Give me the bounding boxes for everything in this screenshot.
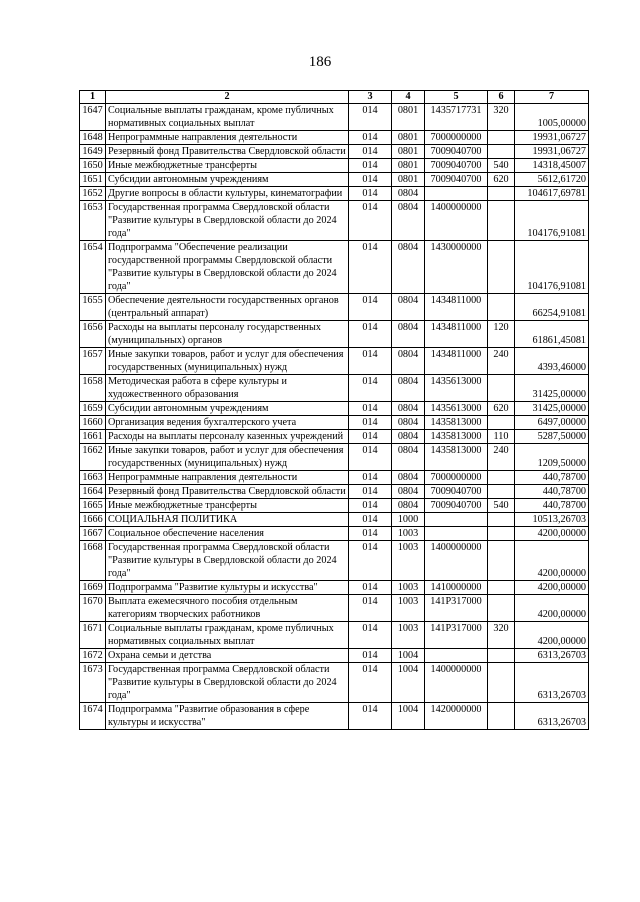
row-section-code: 0804 bbox=[392, 485, 425, 499]
row-amount: 1209,50000 bbox=[515, 444, 589, 471]
row-number: 1674 bbox=[80, 703, 106, 730]
row-ministry-code: 014 bbox=[349, 187, 392, 201]
row-ministry-code: 014 bbox=[349, 294, 392, 321]
row-amount: 19931,06727 bbox=[515, 145, 589, 159]
row-name: Субсидии автономным учреждениям bbox=[106, 173, 349, 187]
row-amount: 4200,00000 bbox=[515, 581, 589, 595]
table-row bbox=[80, 241, 589, 294]
row-ministry-code: 014 bbox=[349, 201, 392, 241]
row-number: 1665 bbox=[80, 499, 106, 513]
row-ministry-code: 014 bbox=[349, 663, 392, 703]
row-section-code: 0804 bbox=[392, 402, 425, 416]
table-row bbox=[80, 663, 589, 703]
row-section-code: 0801 bbox=[392, 145, 425, 159]
row-section-code: 1000 bbox=[392, 513, 425, 527]
row-amount: 104617,69781 bbox=[515, 187, 589, 201]
row-section-code: 0801 bbox=[392, 104, 425, 131]
row-number: 1671 bbox=[80, 622, 106, 649]
row-target-code: 7000000000 bbox=[425, 131, 488, 145]
row-amount: 4393,46000 bbox=[515, 348, 589, 375]
row-expense-type bbox=[488, 581, 515, 595]
row-section-code: 0804 bbox=[392, 375, 425, 402]
row-number: 1651 bbox=[80, 173, 106, 187]
row-number: 1647 bbox=[80, 104, 106, 131]
table-row bbox=[80, 416, 589, 430]
page-number: 186 bbox=[308, 54, 332, 70]
row-name: Иные межбюджетные трансферты bbox=[106, 159, 349, 173]
table-row bbox=[80, 485, 589, 499]
row-section-code: 0801 bbox=[392, 173, 425, 187]
row-expense-type bbox=[488, 485, 515, 499]
row-number: 1668 bbox=[80, 541, 106, 581]
row-number: 1667 bbox=[80, 527, 106, 541]
header-col-4: 4 bbox=[392, 91, 425, 104]
row-section-code: 0801 bbox=[392, 131, 425, 145]
row-name: Государственная программа Свердловской области "Развитие культуры в Свердловской области до 2024 года" bbox=[106, 663, 349, 703]
row-target-code: 1400000000 bbox=[425, 663, 488, 703]
row-target-code: 1435813000 bbox=[425, 430, 488, 444]
row-number: 1652 bbox=[80, 187, 106, 201]
row-name: Расходы на выплаты персоналу казенных учреждений bbox=[106, 430, 349, 444]
row-section-code: 1003 bbox=[392, 595, 425, 622]
table-row bbox=[80, 187, 589, 201]
row-ministry-code: 014 bbox=[349, 527, 392, 541]
table-row bbox=[80, 104, 589, 131]
row-expense-type bbox=[488, 663, 515, 703]
header-col-7: 7 bbox=[515, 91, 589, 104]
row-ministry-code: 014 bbox=[349, 595, 392, 622]
row-name: Иные закупки товаров, работ и услуг для обеспечения государственных (муниципальных) нужд bbox=[106, 444, 349, 471]
row-name: Методическая работа в сфере культуры и художественного образования bbox=[106, 375, 349, 402]
row-target-code bbox=[425, 649, 488, 663]
row-number: 1660 bbox=[80, 416, 106, 430]
row-expense-type: 320 bbox=[488, 104, 515, 131]
row-amount: 4200,00000 bbox=[515, 622, 589, 649]
row-section-code: 1003 bbox=[392, 541, 425, 581]
row-number: 1666 bbox=[80, 513, 106, 527]
row-amount: 6313,26703 bbox=[515, 703, 589, 730]
row-ministry-code: 014 bbox=[349, 145, 392, 159]
row-section-code: 0804 bbox=[392, 201, 425, 241]
row-amount: 104176,91081 bbox=[515, 201, 589, 241]
row-target-code: 1435813000 bbox=[425, 416, 488, 430]
row-section-code: 0804 bbox=[392, 471, 425, 485]
row-section-code: 0801 bbox=[392, 159, 425, 173]
row-amount: 66254,91081 bbox=[515, 294, 589, 321]
row-name: Охрана семьи и детства bbox=[106, 649, 349, 663]
row-amount: 4200,00000 bbox=[515, 541, 589, 581]
row-target-code: 7009040700 bbox=[425, 173, 488, 187]
row-name: Организация ведения бухгалтерского учета bbox=[106, 416, 349, 430]
row-number: 1648 bbox=[80, 131, 106, 145]
header-col-5: 5 bbox=[425, 91, 488, 104]
budget-table bbox=[79, 90, 589, 730]
row-expense-type bbox=[488, 595, 515, 622]
row-ministry-code: 014 bbox=[349, 402, 392, 416]
row-expense-type bbox=[488, 201, 515, 241]
row-number: 1654 bbox=[80, 241, 106, 294]
table-row bbox=[80, 444, 589, 471]
row-name: СОЦИАЛЬНАЯ ПОЛИТИКА bbox=[106, 513, 349, 527]
table-row bbox=[80, 649, 589, 663]
row-name: Непрограммные направления деятельности bbox=[106, 471, 349, 485]
row-name: Резервный фонд Правительства Свердловской области bbox=[106, 145, 349, 159]
row-ministry-code: 014 bbox=[349, 649, 392, 663]
row-section-code: 0804 bbox=[392, 348, 425, 375]
row-name: Непрограммные направления деятельности bbox=[106, 131, 349, 145]
row-name: Субсидии автономным учреждениям bbox=[106, 402, 349, 416]
row-name: Выплата ежемесячного пособия отдельным категориям творческих работников bbox=[106, 595, 349, 622]
row-target-code: 7000000000 bbox=[425, 471, 488, 485]
row-ministry-code: 014 bbox=[349, 375, 392, 402]
row-target-code: 1435613000 bbox=[425, 375, 488, 402]
header-col-3: 3 bbox=[349, 91, 392, 104]
row-expense-type: 240 bbox=[488, 348, 515, 375]
row-target-code bbox=[425, 527, 488, 541]
row-name: Подпрограмма "Развитие культуры и искусства" bbox=[106, 581, 349, 595]
row-name: Государственная программа Свердловской области "Развитие культуры в Свердловской области до 2024 года" bbox=[106, 541, 349, 581]
row-expense-type: 540 bbox=[488, 499, 515, 513]
row-section-code: 0804 bbox=[392, 444, 425, 471]
row-expense-type bbox=[488, 187, 515, 201]
table-row bbox=[80, 145, 589, 159]
table-row bbox=[80, 581, 589, 595]
row-ministry-code: 014 bbox=[349, 159, 392, 173]
row-section-code: 1003 bbox=[392, 622, 425, 649]
row-amount: 104176,91081 bbox=[515, 241, 589, 294]
row-number: 1653 bbox=[80, 201, 106, 241]
row-expense-type: 240 bbox=[488, 444, 515, 471]
table-row bbox=[80, 541, 589, 581]
row-expense-type bbox=[488, 541, 515, 581]
row-ministry-code: 014 bbox=[349, 471, 392, 485]
row-ministry-code: 014 bbox=[349, 444, 392, 471]
row-section-code: 1003 bbox=[392, 581, 425, 595]
row-amount: 1005,00000 bbox=[515, 104, 589, 131]
row-expense-type bbox=[488, 416, 515, 430]
table-row bbox=[80, 527, 589, 541]
row-expense-type: 620 bbox=[488, 402, 515, 416]
row-target-code: 1434811000 bbox=[425, 294, 488, 321]
row-number: 1664 bbox=[80, 485, 106, 499]
row-number: 1672 bbox=[80, 649, 106, 663]
row-amount: 6497,00000 bbox=[515, 416, 589, 430]
row-section-code: 1004 bbox=[392, 649, 425, 663]
table-row bbox=[80, 471, 589, 485]
row-expense-type bbox=[488, 131, 515, 145]
row-target-code: 1435717731 bbox=[425, 104, 488, 131]
row-expense-type: 120 bbox=[488, 321, 515, 348]
row-name: Подпрограмма "Развитие образования в сфере культуры и искусства" bbox=[106, 703, 349, 730]
row-ministry-code: 014 bbox=[349, 622, 392, 649]
row-amount: 440,78700 bbox=[515, 499, 589, 513]
row-target-code: 1400000000 bbox=[425, 201, 488, 241]
table-row bbox=[80, 513, 589, 527]
table-row bbox=[80, 375, 589, 402]
table-row bbox=[80, 348, 589, 375]
row-number: 1661 bbox=[80, 430, 106, 444]
row-amount: 440,78700 bbox=[515, 485, 589, 499]
row-section-code: 1004 bbox=[392, 703, 425, 730]
row-name: Расходы на выплаты персоналу государственных (муниципальных) органов bbox=[106, 321, 349, 348]
row-number: 1662 bbox=[80, 444, 106, 471]
row-target-code bbox=[425, 513, 488, 527]
row-amount: 10513,26703 bbox=[515, 513, 589, 527]
row-ministry-code: 014 bbox=[349, 499, 392, 513]
row-expense-type bbox=[488, 294, 515, 321]
row-amount: 5287,50000 bbox=[515, 430, 589, 444]
table-row bbox=[80, 595, 589, 622]
table-row bbox=[80, 131, 589, 145]
row-target-code: 7009040700 bbox=[425, 499, 488, 513]
row-section-code: 1003 bbox=[392, 527, 425, 541]
row-ministry-code: 014 bbox=[349, 541, 392, 581]
row-number: 1663 bbox=[80, 471, 106, 485]
row-expense-type bbox=[488, 145, 515, 159]
row-section-code: 0804 bbox=[392, 499, 425, 513]
row-number: 1656 bbox=[80, 321, 106, 348]
row-target-code: 1430000000 bbox=[425, 241, 488, 294]
table-row bbox=[80, 321, 589, 348]
row-amount: 6313,26703 bbox=[515, 649, 589, 663]
row-amount: 4200,00000 bbox=[515, 527, 589, 541]
row-number: 1649 bbox=[80, 145, 106, 159]
row-ministry-code: 014 bbox=[349, 321, 392, 348]
table-row bbox=[80, 622, 589, 649]
row-amount: 31425,00000 bbox=[515, 402, 589, 416]
row-name: Другие вопросы в области культуры, кинематографии bbox=[106, 187, 349, 201]
header-row bbox=[80, 91, 589, 104]
row-number: 1673 bbox=[80, 663, 106, 703]
row-name: Иные закупки товаров, работ и услуг для обеспечения государственных (муниципальных) нужд bbox=[106, 348, 349, 375]
row-number: 1669 bbox=[80, 581, 106, 595]
row-section-code: 0804 bbox=[392, 294, 425, 321]
table-row bbox=[80, 159, 589, 173]
row-target-code: 141P317000 bbox=[425, 595, 488, 622]
row-target-code: 141P317000 bbox=[425, 622, 488, 649]
row-number: 1655 bbox=[80, 294, 106, 321]
table-row bbox=[80, 294, 589, 321]
row-ministry-code: 014 bbox=[349, 416, 392, 430]
table-body bbox=[80, 104, 589, 730]
row-amount: 19931,06727 bbox=[515, 131, 589, 145]
row-amount: 5612,61720 bbox=[515, 173, 589, 187]
row-target-code: 1420000000 bbox=[425, 703, 488, 730]
row-name: Социальные выплаты гражданам, кроме публичных нормативных социальных выплат bbox=[106, 622, 349, 649]
row-ministry-code: 014 bbox=[349, 581, 392, 595]
row-number: 1670 bbox=[80, 595, 106, 622]
table-row bbox=[80, 201, 589, 241]
row-expense-type bbox=[488, 527, 515, 541]
row-ministry-code: 014 bbox=[349, 173, 392, 187]
row-name: Иные межбюджетные трансферты bbox=[106, 499, 349, 513]
row-target-code bbox=[425, 187, 488, 201]
row-number: 1650 bbox=[80, 159, 106, 173]
table-row bbox=[80, 402, 589, 416]
header-col-2: 2 bbox=[106, 91, 349, 104]
row-target-code: 1410000000 bbox=[425, 581, 488, 595]
row-expense-type bbox=[488, 649, 515, 663]
row-ministry-code: 014 bbox=[349, 241, 392, 294]
row-expense-type: 320 bbox=[488, 622, 515, 649]
row-target-code: 1435813000 bbox=[425, 444, 488, 471]
row-expense-type: 620 bbox=[488, 173, 515, 187]
row-amount: 14318,45007 bbox=[515, 159, 589, 173]
row-expense-type bbox=[488, 375, 515, 402]
row-name: Государственная программа Свердловской области "Развитие культуры в Свердловской области до 2024 года" bbox=[106, 201, 349, 241]
row-name: Резервный фонд Правительства Свердловской области bbox=[106, 485, 349, 499]
row-section-code: 1004 bbox=[392, 663, 425, 703]
row-ministry-code: 014 bbox=[349, 104, 392, 131]
header-col-6: 6 bbox=[488, 91, 515, 104]
row-section-code: 0804 bbox=[392, 187, 425, 201]
row-number: 1659 bbox=[80, 402, 106, 416]
row-target-code: 1434811000 bbox=[425, 321, 488, 348]
table-row bbox=[80, 430, 589, 444]
row-ministry-code: 014 bbox=[349, 703, 392, 730]
row-name: Социальное обеспечение населения bbox=[106, 527, 349, 541]
row-ministry-code: 014 bbox=[349, 131, 392, 145]
row-target-code: 7009040700 bbox=[425, 485, 488, 499]
row-section-code: 0804 bbox=[392, 416, 425, 430]
row-expense-type bbox=[488, 471, 515, 485]
row-expense-type bbox=[488, 241, 515, 294]
row-name: Социальные выплаты гражданам, кроме публичных нормативных социальных выплат bbox=[106, 104, 349, 131]
row-target-code: 1400000000 bbox=[425, 541, 488, 581]
row-name: Обеспечение деятельности государственных органов (центральный аппарат) bbox=[106, 294, 349, 321]
row-amount: 440,78700 bbox=[515, 471, 589, 485]
header-col-1: 1 bbox=[80, 91, 106, 104]
table-row bbox=[80, 703, 589, 730]
row-ministry-code: 014 bbox=[349, 485, 392, 499]
row-amount: 61861,45081 bbox=[515, 321, 589, 348]
row-section-code: 0804 bbox=[392, 321, 425, 348]
row-expense-type bbox=[488, 513, 515, 527]
row-section-code: 0804 bbox=[392, 430, 425, 444]
row-ministry-code: 014 bbox=[349, 430, 392, 444]
row-target-code: 7009040700 bbox=[425, 145, 488, 159]
row-target-code: 1435613000 bbox=[425, 402, 488, 416]
row-expense-type bbox=[488, 703, 515, 730]
table-row bbox=[80, 499, 589, 513]
row-name: Подпрограмма "Обеспечение реализации государственной программы Свердловской области "Развитие культуры в Свердловской области до 2024 года" bbox=[106, 241, 349, 294]
row-amount: 4200,00000 bbox=[515, 595, 589, 622]
table-row bbox=[80, 173, 589, 187]
row-target-code: 1434811000 bbox=[425, 348, 488, 375]
row-number: 1657 bbox=[80, 348, 106, 375]
row-expense-type: 540 bbox=[488, 159, 515, 173]
row-target-code: 7009040700 bbox=[425, 159, 488, 173]
row-amount: 6313,26703 bbox=[515, 663, 589, 703]
row-number: 1658 bbox=[80, 375, 106, 402]
row-amount: 31425,00000 bbox=[515, 375, 589, 402]
row-ministry-code: 014 bbox=[349, 348, 392, 375]
row-section-code: 0804 bbox=[392, 241, 425, 294]
row-ministry-code: 014 bbox=[349, 513, 392, 527]
row-expense-type: 110 bbox=[488, 430, 515, 444]
